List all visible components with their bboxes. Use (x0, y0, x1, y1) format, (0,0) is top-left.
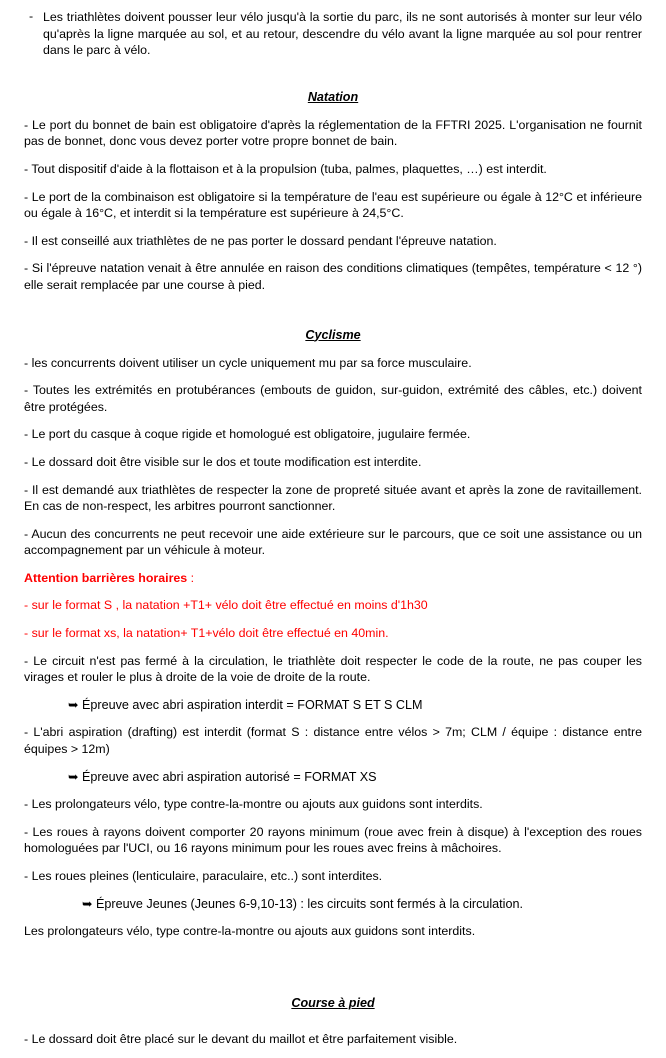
heading-gap-course-extra (24, 1023, 642, 1031)
warning-title-line (24, 570, 642, 587)
arrow-item-3 (24, 896, 642, 913)
right-arrow-icon: ➥ (68, 769, 79, 784)
cyclisme-paragraph-1: - les concurrents doivent utiliser un cycle uniquement mu par sa force musculaire. (24, 355, 472, 370)
top-spacer (24, 0, 642, 9)
natation-paragraph-2: - Tout dispositif d'aide à la flottaison et à la propulsion (tuba, palmes, plaquettes, …) est interdit. (24, 161, 547, 176)
arrow-item-2-text: Épreuve avec abri aspiration autorisé = FORMAT XS (82, 769, 377, 784)
intro-bullet-text: Les triathlètes doivent pousser leur vélo jusqu'à la sortie du parc, ils ne sont autorisés à monter sur leur vélo qu'après la ligne marquée au sol, et au retour, descendre du vélo avant la ligne marquée au sol pour rentrer dans le parc à vélo. (43, 10, 642, 58)
course-paragraph-1: - Le dossard doit être placé sur le devant du maillot et être parfaitement visible. (24, 1031, 458, 1046)
cyclisme-paragraph-roues-pleines: - Les roues pleines (lenticulaire, paraculaire, etc..) sont interdites. (24, 869, 383, 883)
cyclisme-paragraph-6: - Aucun des concurrents ne peut recevoir une aide extérieure sur le parcours, que ce soit une assistance ou un accompagnement par un véhicule à moteur. (24, 526, 646, 558)
warning-line-2: - sur le format xs, la natation+ T1+vélo doit être effectué en 40min. (24, 626, 389, 641)
arrow-item-1-text: Épreuve avec abri aspiration interdit = FORMAT S ET S CLM (82, 697, 423, 712)
warning-title-suffix: : (187, 570, 195, 585)
cyclisme-paragraph-2: - Toutes les extrémités en protubérances (embouts de guidon, sur-guidon, extrémité des câbles, etc.) doivent être protégées. (24, 383, 646, 414)
warning-title: Attention barrières horaires (24, 570, 188, 585)
arrow-item-3-text: Épreuve Jeunes (Jeunes 6-9,10-13) : les circuits sont fermés à la circulation. (96, 896, 523, 911)
right-arrow-icon: ➥ (82, 896, 93, 911)
section-gap-course (24, 951, 642, 981)
cyclisme-paragraph-4: - Le dossard doit être visible sur le dos et toute modification est interdite. (24, 454, 422, 469)
cyclisme-paragraph-5: - Il est demandé aux triathlètes de respecter la zone de propreté située avant et après la zone de ravitaillement. En cas de non-respect, les arbitres pourront sanctionner. (24, 482, 646, 514)
heading-gap-course (24, 1011, 642, 1023)
natation-paragraph-4: - Il est conseillé aux triathlètes de ne pas porter le dossard pendant l'épreuve natation. (24, 233, 497, 248)
intro-bullet (24, 9, 642, 59)
arrow-item-2 (24, 769, 642, 786)
cyclisme-paragraph-prolongateurs: - Les prolongateurs vélo, type contre-la-montre ou ajouts aux guidons sont interdits. (24, 797, 483, 812)
heading-gap-cyclisme (24, 343, 642, 355)
bullet-dash-marker: - (29, 9, 34, 23)
cyclisme-paragraph-drafting: - L'abri aspiration (drafting) est interdit (format S : distance entre vélos > 7m; CLM / équipe : distance entre équipes > 12m) (24, 725, 646, 757)
section-gap-cyclisme (24, 305, 642, 327)
cyclisme-closing-line: Les prolongateurs vélo, type contre-la-montre ou ajouts aux guidons sont interdits. (24, 924, 476, 939)
document-content (24, 0, 646, 1058)
section-heading-course-a-pied: Course à pied (291, 995, 375, 1010)
natation-paragraph-1: - Le port du bonnet de bain est obligatoire d'après la réglementation de la FFTRI 2025. L'organisation ne fournit pas de bonnet, donc vous devez porter votre propre bonnet de bain. (24, 117, 646, 149)
cyclisme-paragraph-circuit: - Le circuit n'est pas fermé à la circulation, le triathlète doit respecter le code de la route, ne pas couper les virages et rouler le plus à droite de la voie de droite de la route. (24, 653, 646, 685)
cyclisme-paragraph-roues-rayons: - Les roues à rayons doivent comporter 20 rayons minimum (roue avec frein à disque) à l'exception des roues homologuées par l'UCI, ou 16 rayons minimum pour les roues avec freins à mâchoires. (24, 824, 646, 856)
natation-paragraph-5: - Si l'épreuve natation venait à être annulée en raison des conditions climatiques (tempêtes, température < 12 °) elle serait remplacée par une course à pied. (24, 261, 646, 292)
section-heading-cyclisme: Cyclisme (305, 327, 361, 342)
heading-gap-natation (24, 105, 642, 117)
section-gap-course-extra (24, 981, 642, 995)
right-arrow-icon: ➥ (68, 697, 79, 712)
arrow-item-1 (24, 697, 642, 714)
natation-paragraph-3: - Le port de la combinaison est obligatoire si la température de l'eau est supérieure ou égale à 12°C et inférieure ou égale à 16°C, et interdit si la température est supérieure à 24,5°C. (24, 189, 646, 221)
warning-line-1: - sur le format S , la natation +T1+ vélo doit être effectué en moins d'1h30 (24, 598, 428, 613)
cyclisme-paragraph-3: - Le port du casque à coque rigide et homologué est obligatoire, jugulaire fermée. (24, 427, 471, 442)
section-gap-natation (24, 59, 642, 89)
section-heading-natation: Natation (307, 89, 359, 104)
